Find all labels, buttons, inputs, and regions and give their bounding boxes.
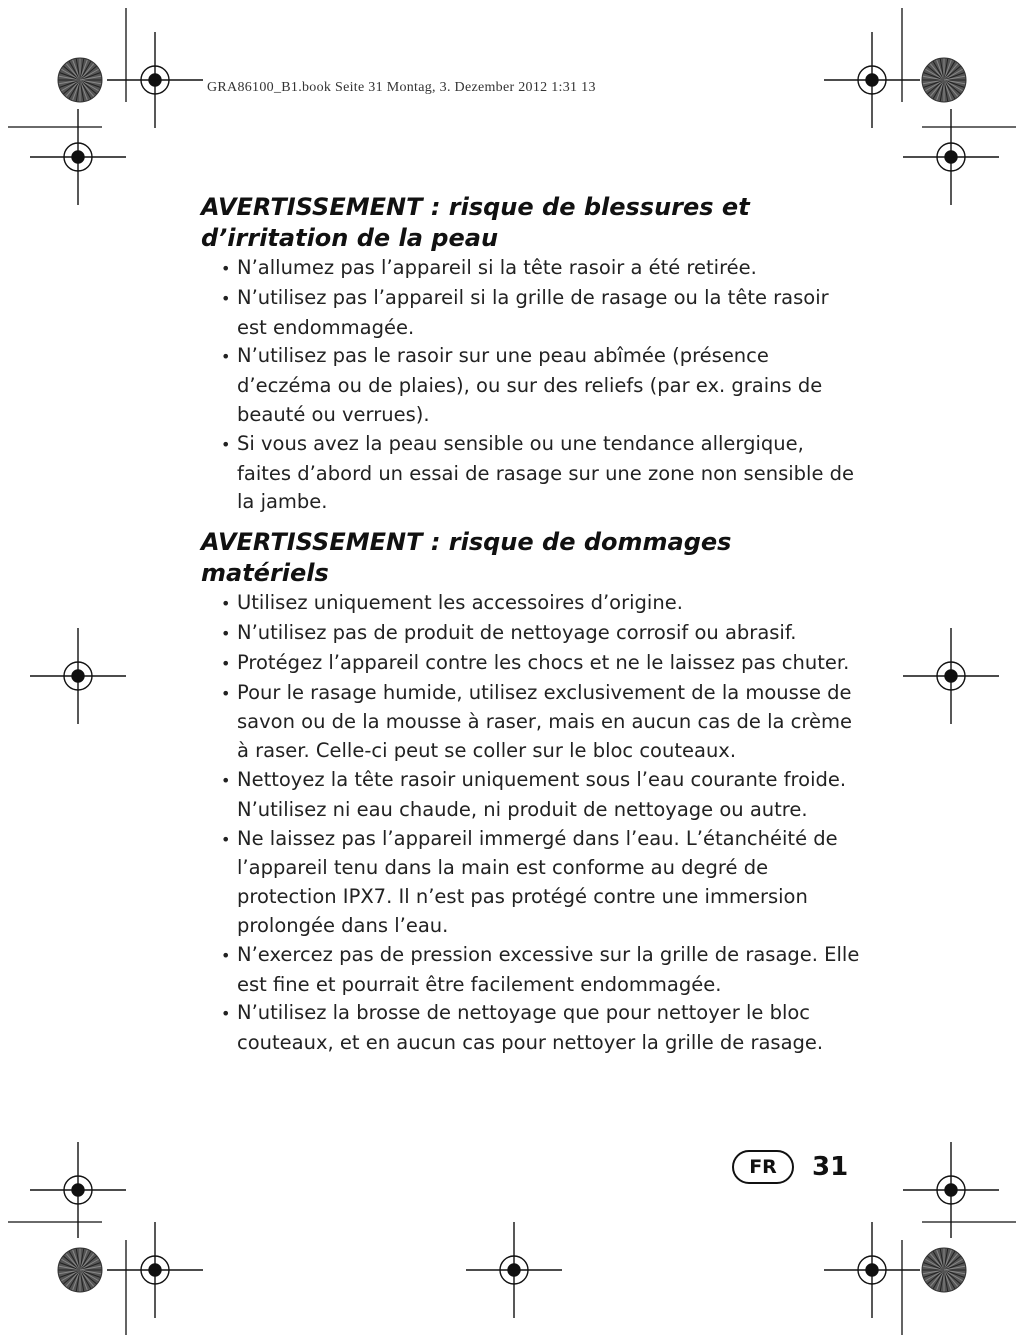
- registration-target-icon: [30, 109, 126, 205]
- list-item: [201, 649, 861, 679]
- list-item: [201, 679, 861, 766]
- list-item: [201, 999, 861, 1058]
- list-item-text: N’allumez pas l’appareil si la tête rasoir a été retirée.: [237, 256, 757, 279]
- registration-target-icon: [903, 1142, 999, 1238]
- page-number: 31: [812, 1152, 849, 1182]
- bullet-icon: •: [221, 683, 231, 703]
- list-item-text: Protégez l’appareil contre les chocs et ne le laissez pas chuter.: [237, 650, 850, 674]
- bullet-icon: •: [221, 288, 231, 308]
- list-item: [201, 254, 861, 284]
- color-wheel-icon: [58, 58, 102, 102]
- list-item-text: Utilisez uniquement les accessoires d’origine.: [237, 591, 683, 615]
- warning-section-injury: [201, 192, 861, 517]
- bullet-icon: •: [221, 653, 231, 673]
- bullet-icon: •: [221, 259, 231, 278]
- list-item: [201, 342, 861, 429]
- list-item: [201, 430, 861, 517]
- list-item-text: Pour le rasage humide, utilisez exclusivement de la mousse de savon ou de la mousse à raser, mais en aucun cas de la crème à raser. Celle-ci peut se coller sur le bloc couteaux.: [237, 680, 852, 763]
- bullet-icon: •: [221, 1004, 231, 1024]
- warning-list-injury: [201, 254, 861, 517]
- list-item-text: Nettoyez la tête rasoir uniquement sous l’eau courante froide. N’utilisez ni eau chaude, ni produit de nettoyage ou autre.: [237, 767, 847, 821]
- registration-target-icon: [107, 32, 203, 128]
- registration-target-icon: [903, 628, 999, 724]
- list-item: [201, 589, 861, 619]
- registration-target-icon: [30, 628, 126, 724]
- book-file-header: GRA86100_B1.book Seite 31 Montag, 3. Dezember 2012 1:31 13: [207, 80, 596, 95]
- page-content: [201, 192, 861, 1058]
- bullet-icon: •: [221, 829, 231, 849]
- list-item: [201, 825, 861, 941]
- registration-target-icon: [466, 1222, 562, 1318]
- list-item: [201, 941, 861, 1000]
- bullet-icon: •: [221, 594, 231, 614]
- color-wheel-icon: [922, 1248, 966, 1292]
- bullet-icon: •: [221, 434, 231, 454]
- bullet-icon: •: [221, 770, 231, 790]
- list-item-text: N’utilisez pas l’appareil si la grille de rasage ou la tête rasoir est endommagée.: [237, 285, 829, 339]
- warning-section-damage: [201, 527, 861, 1058]
- registration-target-icon: [903, 109, 999, 205]
- bullet-icon: •: [221, 623, 231, 643]
- list-item-text: N’utilisez pas de produit de nettoyage corrosif ou abrasif.: [237, 620, 797, 644]
- list-item-text: N’utilisez pas le rasoir sur une peau abîmée (présence d’eczéma ou de plaies), ou sur des reliefs (par ex. grains de beauté ou verrues).: [237, 344, 823, 426]
- color-wheel-icon: [58, 1248, 102, 1292]
- registration-target-icon: [824, 1222, 920, 1318]
- warning-heading-injury: AVERTISSEMENT : risque de blessures et d’irritation de la peau: [201, 193, 750, 252]
- list-item-text: N’exercez pas de pression excessive sur la grille de rasage. Elle est fine et pourrait être facilement endommagée.: [237, 942, 860, 996]
- list-item: [201, 284, 861, 343]
- warning-heading-damage: AVERTISSEMENT : risque de dommages matériels: [201, 528, 732, 588]
- warning-list-damage: [201, 589, 861, 1058]
- list-item-text: N’utilisez la brosse de nettoyage que pour nettoyer le bloc couteaux, et en aucun cas pour nettoyer la grille de rasage.: [237, 1001, 824, 1055]
- bullet-icon: •: [221, 347, 231, 367]
- registration-target-icon: [824, 32, 920, 128]
- registration-target-icon: [30, 1142, 126, 1238]
- list-item-text: Ne laissez pas l’appareil immergé dans l’eau. L’étanchéité de l’appareil tenu dans la main est conforme au degré de protection IPX7. Il n’est pas protégé contre une immersion prolongée dans l’eau.: [237, 826, 838, 937]
- color-wheel-icon: [922, 58, 966, 102]
- bullet-icon: •: [221, 945, 231, 965]
- registration-target-icon: [107, 1222, 203, 1318]
- language-badge: FR: [732, 1150, 794, 1184]
- list-item: [201, 619, 861, 649]
- list-item: [201, 766, 861, 825]
- list-item-text: Si vous avez la peau sensible ou une tendance allergique, faites d’abord un essai de rasage sur une zone non sensible de la jambe.: [237, 431, 855, 514]
